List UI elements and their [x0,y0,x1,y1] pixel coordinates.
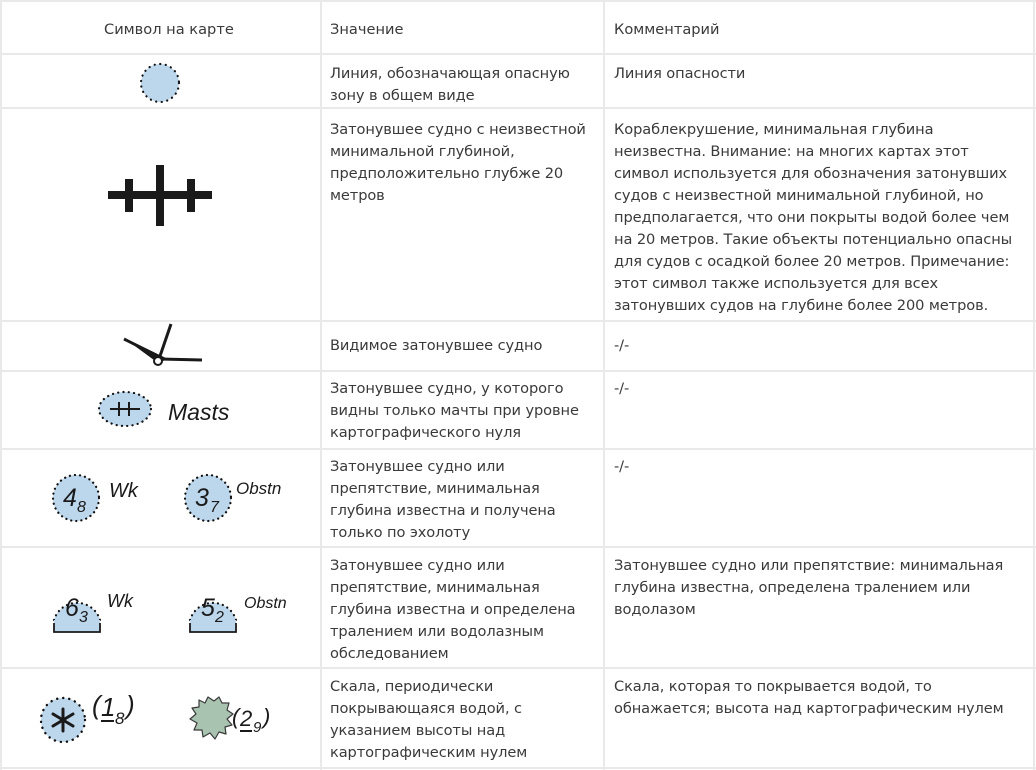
height-subscript: 8 [115,709,125,728]
svg-text:): ) [126,690,135,720]
table-border [0,667,1036,669]
header-symbol: Символ на карте [104,21,234,38]
svg-text:(: ( [232,704,240,729]
table-border [0,370,1036,372]
row-comment: -/- [614,337,630,354]
sounded-depth-icon [180,470,292,526]
rock-awash-icon [34,688,154,750]
rock-icon [186,692,286,748]
table-border [320,0,322,770]
obstn-label: Obstn [244,595,287,612]
row-comment: Скала, которая то покрывается водой, то обнажается; высота над картографическим нулем [614,678,1004,717]
svg-text:(: ( [92,690,101,720]
wk-label: Wk [107,591,133,611]
height-digit: 2 [240,706,253,731]
header-comment: Комментарий [614,21,720,38]
height-subscript: 9 [253,719,262,736]
wreck-unknown-depth-icon [104,160,216,230]
row-meaning: Затонувшее судно, у которого видны только мачты при уровне картографического нуля [330,380,579,441]
table-border [603,0,605,770]
table-border [0,767,1036,769]
depth-digit: 5 [201,594,215,622]
depth-subscript: 2 [215,609,224,626]
row-comment: -/- [614,380,630,397]
wreck-masts-visible-icon [96,390,236,430]
depth-subscript: 7 [210,499,219,516]
row-meaning: Скала, периодически покрывающаяся водой, с указанием высоты над картографическим нулем [330,678,528,761]
row-meaning: Линия, обозначающая опасную зону в общем виде [330,65,570,104]
row-meaning: Затонувшее судно или препятствие, минимальная глубина известна и определена тралением или водолазным обследованием [330,557,576,662]
wk-label: Wk [109,480,138,502]
table-border [0,53,1036,55]
depth-subscript: 3 [79,609,88,626]
swept-depth-icon [186,580,304,640]
table-border [0,448,1036,450]
row-comment: Затонувшее судно или препятствие: минимальная глубина известна, определена тралением или водолазом [614,557,1004,618]
obstn-label: Obstn [236,479,282,498]
sounded-depth-icon [46,470,156,526]
table-border [0,0,1036,2]
row-comment: Линия опасности [614,65,746,82]
depth-subscript: 8 [77,499,86,516]
swept-depth-icon [48,580,158,640]
danger-line-dotted-circle-icon [134,60,186,108]
row-meaning: Затонувшее судно с неизвестной минимальной глубиной, предположительно глубже 20 метров [330,121,586,204]
table-border [0,546,1036,548]
depth-digit: 4 [63,484,77,512]
height-digit: 1 [101,692,116,722]
row-comment: -/- [614,458,630,475]
depth-digit: 6 [65,594,79,622]
header-meaning: Значение [330,21,404,38]
row-meaning: Видимое затонувшее судно [330,337,543,354]
table-border [0,0,2,770]
svg-text:): ) [263,704,271,729]
row-meaning: Затонувшее судно или препятствие, минимальная глубина известна и получена только по эхолоту [330,458,556,541]
row-comment: Кораблекрушение, минимальная глубина неизвестна. Внимание: на многих картах этот символ используется для обозначения затонувших судов с неизвестной минимальной глубиной, но предполагается, что они покрыты водой более чем на 20 метров. Такие объекты потенциально опасны для судов с осадкой более 20 метров. Примечание: этот символ также используется для всех затонувших судов на глубине более 200 метров. [614,121,1013,314]
table-border [1033,0,1035,770]
depth-digit: 3 [195,484,209,512]
visible-wreck-icon [120,321,206,369]
masts-label: Masts [168,399,230,425]
